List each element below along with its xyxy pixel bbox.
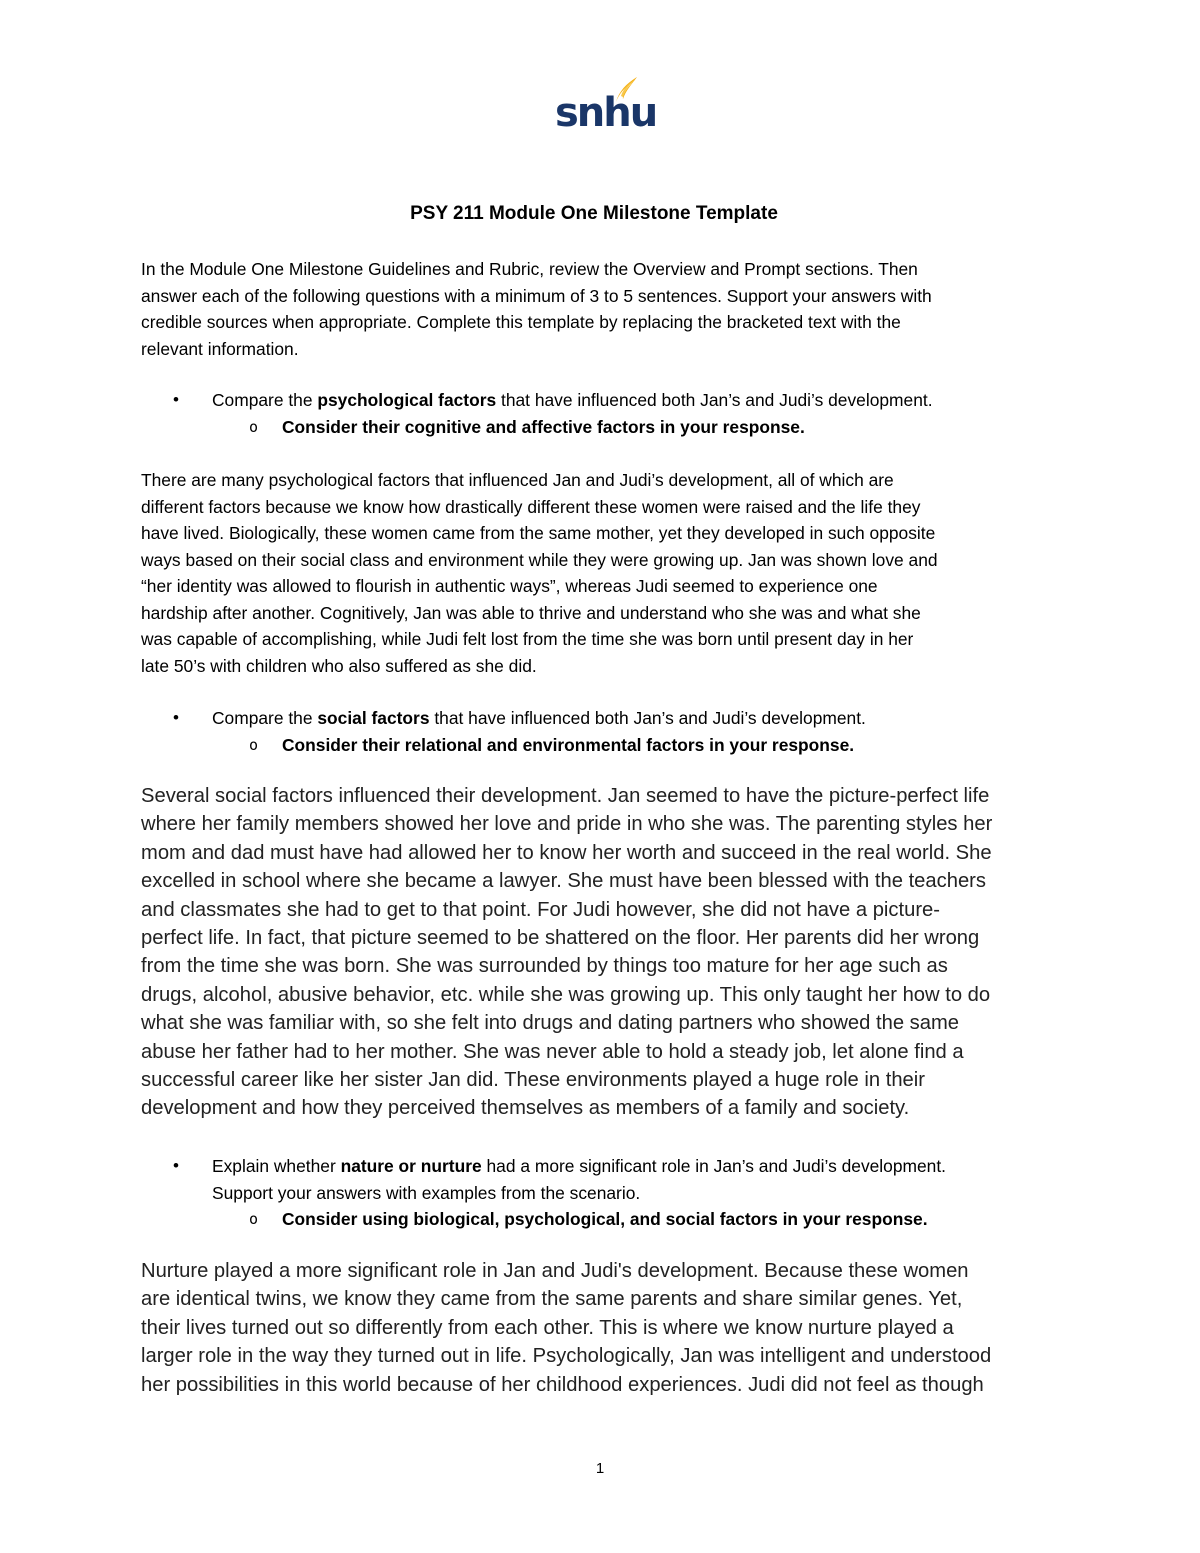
answer-1-line: different factors because we know how drastically different these women were raised and the life they [141,496,921,517]
answer-3-line: her possibilities in this world because of her childhood experiences. Judi did not feel as though [141,1373,984,1396]
answer-2-line: from the time she was born. She was surrounded by things too mature for her age such as [141,955,948,978]
answer-3-line: their lives turned out so differently from each other. This is where we know nurture played a [141,1316,954,1339]
answer-2-line: and classmates she had to get to that point. For Judi however, she did not have a picture- [141,898,941,921]
answer-3-paragraph [141,1257,1061,1399]
answer-2-line: development and how they perceived themselves as members of a family and society. [141,1097,910,1120]
question-2-keyword: social factors [317,708,430,728]
snhu-logo [555,75,657,136]
answer-2-line: drugs, alcohol, abusive behavior, etc. while she was growing up. This only taught her how to do [141,983,991,1006]
intro-line: relevant information. [141,338,299,359]
answer-1-line: ways based on their social class and environment while they were growing up. Jan was shown love and [141,549,938,570]
bullet-icon: • [173,390,179,409]
answer-1-line: There are many psychological factors that influenced Jan and Judi’s development, all of which are [141,470,894,490]
intro-line: In the Module One Milestone Guidelines and Rubric, review the Overview and Prompt sections. Then [141,259,918,279]
answer-3-line: larger role in the way they turned out in life. Psychologically, Jan was intelligent and understood [141,1345,992,1368]
question-1-subtext: Consider their cognitive and affective factors in your response. [282,417,805,437]
question-3-text-continued: Support your answers with examples from the scenario. [212,1183,641,1203]
answer-2-paragraph [141,782,1061,1123]
answer-3-line: Nurture played a more significant role in Jan and Judi's development. Because these women [141,1260,969,1282]
sub-bullet-icon: o [249,736,259,754]
intro-line: answer each of the following questions with a minimum of 3 to 5 sentences. Support your answers with [141,285,932,306]
sub-bullet-icon: o [249,1210,259,1228]
bullet-icon: • [173,1156,179,1175]
answer-2-line: what she was familiar with, so she felt into drugs and dating partners who showed the same [141,1012,960,1035]
answer-1-line: hardship after another. Cognitively, Jan was able to thrive and understand who she was and what she [141,602,921,623]
page-title: PSY 211 Module One Milestone Template [410,203,778,224]
bullet-icon: • [173,708,179,727]
intro-line: credible sources when appropriate. Complete this template by replacing the bracketed text with the [141,312,901,332]
answer-1-line: “her identity was allowed to flourish in authentic ways”, whereas Judi seemed to experience one [141,576,878,596]
answer-2-line: abuse her father had to her mother. She was never able to hold a steady job, let alone find a [141,1040,964,1063]
logo-wordmark: snhu [555,90,657,136]
page-number: 1 [595,1460,605,1477]
question-2-subtext: Consider their relational and environmental factors in your response. [282,735,855,755]
question-1-text: Compare the psychological factors that have influenced both Jan’s and Judi’s development. [212,390,933,410]
answer-2-line: perfect life. In fact, that picture seemed to be shattered on the floor. Her parents did her wrong [141,927,980,950]
answer-3-line: are identical twins, we know they came from the same parents and share similar genes. Yet, [141,1288,963,1311]
sub-bullet-icon: o [249,418,259,436]
answer-2-line: successful career like her sister Jan did. These environments played a huge role in their [141,1069,925,1092]
answer-2-line: Several social factors influenced their development. Jan seemed to have the picture-perfect life [141,785,990,807]
answer-1-paragraph [141,467,1061,679]
answer-1-line: was capable of accomplishing, while Judi felt lost from the time she was born until present day in her [141,629,914,649]
question-3-keyword: nature or nurture [340,1156,482,1176]
question-1-keyword: psychological factors [317,390,497,410]
answer-2-line: excelled in school where she became a lawyer. She must have been blessed with the teachers [141,870,986,893]
question-3-subtext: Consider using biological, psychological, and social factors in your response. [282,1209,928,1229]
answer-2-line: mom and dad must have had allowed her to know her worth and succeed in the real world. She [141,841,992,864]
answer-2-line: where her family members showed her love and pride in who she was. The parenting styles her [141,813,993,836]
answer-1-line: late 50’s with children who also suffered as she did. [141,655,537,676]
question-2-text: Compare the social factors that have influenced both Jan’s and Judi’s development. [212,708,866,728]
answer-1-line: have lived. Biologically, these women came from the same mother, yet they developed in such opposite [141,523,936,543]
intro-paragraph [141,256,1061,362]
question-3-text: Explain whether nature or nurture had a more significant role in Jan’s and Judi’s development. [212,1156,947,1176]
